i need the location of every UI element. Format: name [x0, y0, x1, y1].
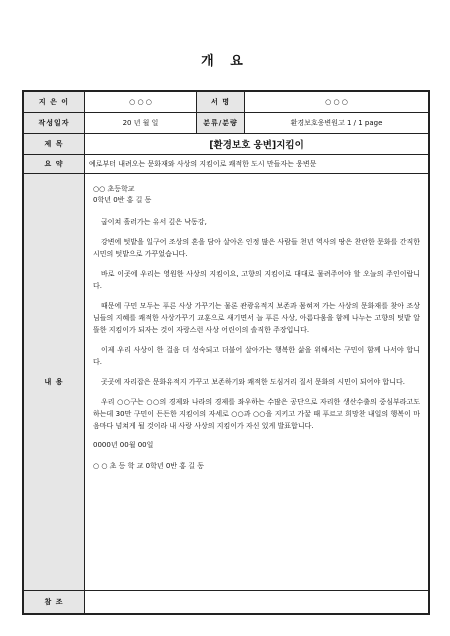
content-label: 내 용	[24, 174, 85, 591]
paragraph: 굽이쳐 흘러가는 유서 깊은 낙동강,	[101, 218, 207, 226]
reference-value	[85, 591, 429, 614]
summary-form	[23, 91, 429, 614]
paragraph: 때문에 구민 모두는 푸른 사상 가꾸기는 물론 관광유적지 보존과 몸혀져 가는 사상의 문화재를 찾아 조상님들의 지혜를 쾌적한 사상가꾸기 교훈으로 새기면서 늘 푸른 사상, 아름다움을 함께 나누는 고향의 텃밭 알뜰한 지킴이가 되자는 것이 자랑스런 사상 어린이의 솔직한 주장입니다.	[93, 302, 420, 334]
author-value: ○ ○ ○	[85, 92, 197, 113]
student-name: 0학년 0반 홍 길 동	[93, 196, 152, 204]
content-body	[85, 174, 429, 591]
paragraph: 바로 이곳에 우리는 영원한 사상의 지킴이요, 고향의 지킴이로 대대로 물려주어야 할 오늘의 주인이랍니다.	[93, 270, 420, 290]
paragraph: 곳곳에 자리잡은 문화유적지 가꾸고 보존하기와 쾌적한 도심거리 질서 문화의 시민이 되어야 합니다.	[101, 378, 405, 386]
content-date: 0000년 00월 00일	[93, 441, 154, 449]
summary-value: 예로부터 내려오는 문화재와 사상의 지킴이로 쾌적한 도시 만들자는 웅변문	[85, 155, 429, 174]
school-name: ○○ 초등학교	[93, 185, 135, 193]
reference-label: 참 조	[24, 591, 85, 614]
date-value: 20 년 월 일	[85, 113, 197, 134]
paragraph: 우리 ○○구는 ○○의 경제와 나라의 경제를 좌우하는 수많은 공단으로 자리한 생산수출의 중심부라고도 하는데 30만 구민이 든든한 지킴이의 자세로 ○○과 ○○을 지키고 가꿀 때 푸르고 희망찬 내일의 행복이 마음마다 넘쳐게 될 것이라 내 사랑 사상의 지킴이가 자신 있게 발표합니다.	[93, 398, 420, 430]
author-label: 지 은 이	[24, 92, 85, 113]
paragraph: 이제 우리 사상이 한 걸음 더 성숙되고 더불어 살아가는 행복한 삶을 위해서는 구민이 함께 나서야 합니다.	[93, 346, 420, 366]
signature-label: 서 명	[197, 92, 245, 113]
subject-label: 제 목	[24, 134, 85, 155]
summary-label: 요 약	[24, 155, 85, 174]
signature-value: ○ ○ ○	[245, 92, 429, 113]
document-title: 개 요	[201, 54, 249, 69]
paragraph: 강변에 텃밭을 일구어 조상의 혼을 담아 살아온 인정 많은 사람들 천년 역사의 땅은 찬란한 문화를 간직한 시민의 텃밭으로 가꾸었습니다.	[93, 238, 420, 258]
category-label: 분류/분량	[197, 113, 245, 134]
subject-value: [환경보호 웅변]지킴이	[85, 134, 429, 155]
category-value: 환경보호웅변원고 1 / 1 page	[245, 113, 429, 134]
date-label: 작성일자	[24, 113, 85, 134]
closing-signature: ○ ○ 초 등 학 교 0학년 0반 홍 길 동	[93, 462, 204, 470]
